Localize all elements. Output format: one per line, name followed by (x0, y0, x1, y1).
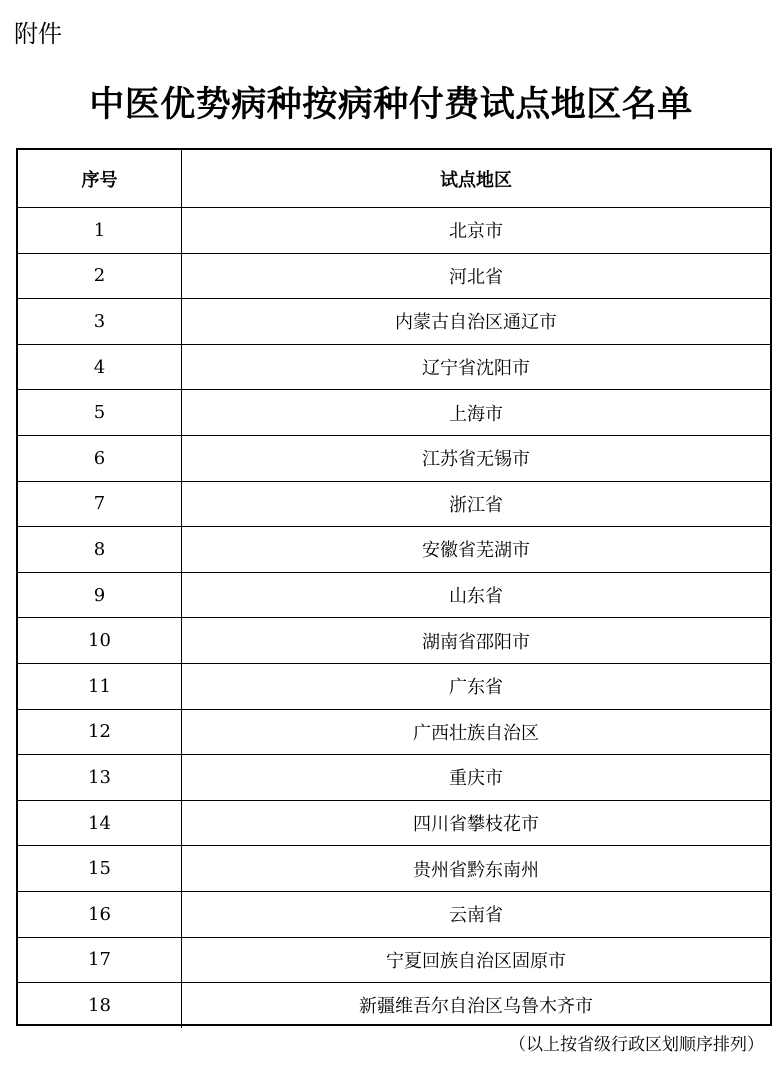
row-number: 9 (18, 573, 182, 618)
row-number: 10 (18, 618, 182, 663)
row-region: 北京市 (449, 221, 503, 243)
table-row (18, 845, 770, 891)
row-region: 广东省 (449, 677, 503, 699)
row-number: 15 (18, 846, 182, 891)
row-number: 3 (18, 299, 182, 344)
row-region: 云南省 (449, 905, 503, 927)
row-region: 广西壮族自治区 (413, 722, 539, 744)
row-region: 辽宁省沈阳市 (422, 358, 530, 380)
row-number: 16 (18, 892, 182, 937)
table-row (18, 617, 770, 663)
attachment-label: 附件 (14, 20, 62, 48)
table-row (18, 253, 770, 299)
row-region: 贵州省黔东南州 (413, 859, 539, 881)
table-row (18, 526, 770, 572)
row-number: 7 (18, 482, 182, 527)
table-row (18, 435, 770, 481)
row-region: 上海市 (449, 403, 503, 425)
table-row (18, 389, 770, 435)
table-row (18, 982, 770, 1028)
row-number: 12 (18, 710, 182, 755)
row-number: 5 (18, 390, 182, 435)
row-region: 江苏省无锡市 (422, 449, 530, 471)
row-region: 内蒙古自治区通辽市 (395, 312, 557, 334)
table-header-row (18, 150, 770, 207)
table-row (18, 344, 770, 390)
table-row (18, 207, 770, 253)
row-region: 安徽省芜湖市 (422, 540, 530, 562)
row-region: 新疆维吾尔自治区乌鲁木齐市 (359, 996, 593, 1018)
document-title: 中医优势病种按病种付费试点地区名单 (89, 85, 693, 125)
ordering-footnote: （以上按省级行政区划顺序排列） (509, 1035, 764, 1055)
header-region: 试点地区 (440, 169, 512, 191)
row-region: 河北省 (449, 266, 503, 288)
table-row (18, 709, 770, 755)
row-number: 4 (18, 345, 182, 390)
pilot-region-table (16, 148, 772, 1026)
table-row (18, 663, 770, 709)
table-row (18, 298, 770, 344)
row-region: 重庆市 (449, 768, 503, 790)
row-region: 湖南省邵阳市 (422, 631, 530, 653)
row-number: 18 (18, 983, 182, 1028)
table-row (18, 891, 770, 937)
table-row (18, 572, 770, 618)
row-number: 1 (18, 208, 182, 253)
row-number: 8 (18, 527, 182, 572)
row-region: 四川省攀枝花市 (413, 814, 539, 836)
row-number: 17 (18, 938, 182, 983)
row-region: 宁夏回族自治区固原市 (386, 950, 566, 972)
table-row (18, 481, 770, 527)
row-number: 6 (18, 436, 182, 481)
table-row (18, 937, 770, 983)
row-region: 浙江省 (449, 494, 503, 516)
header-number: 序号 (18, 150, 182, 207)
row-number: 14 (18, 801, 182, 846)
row-number: 13 (18, 755, 182, 800)
row-number: 11 (18, 664, 182, 709)
table-row (18, 754, 770, 800)
row-region: 山东省 (449, 586, 503, 608)
table-row (18, 800, 770, 846)
row-number: 2 (18, 254, 182, 299)
